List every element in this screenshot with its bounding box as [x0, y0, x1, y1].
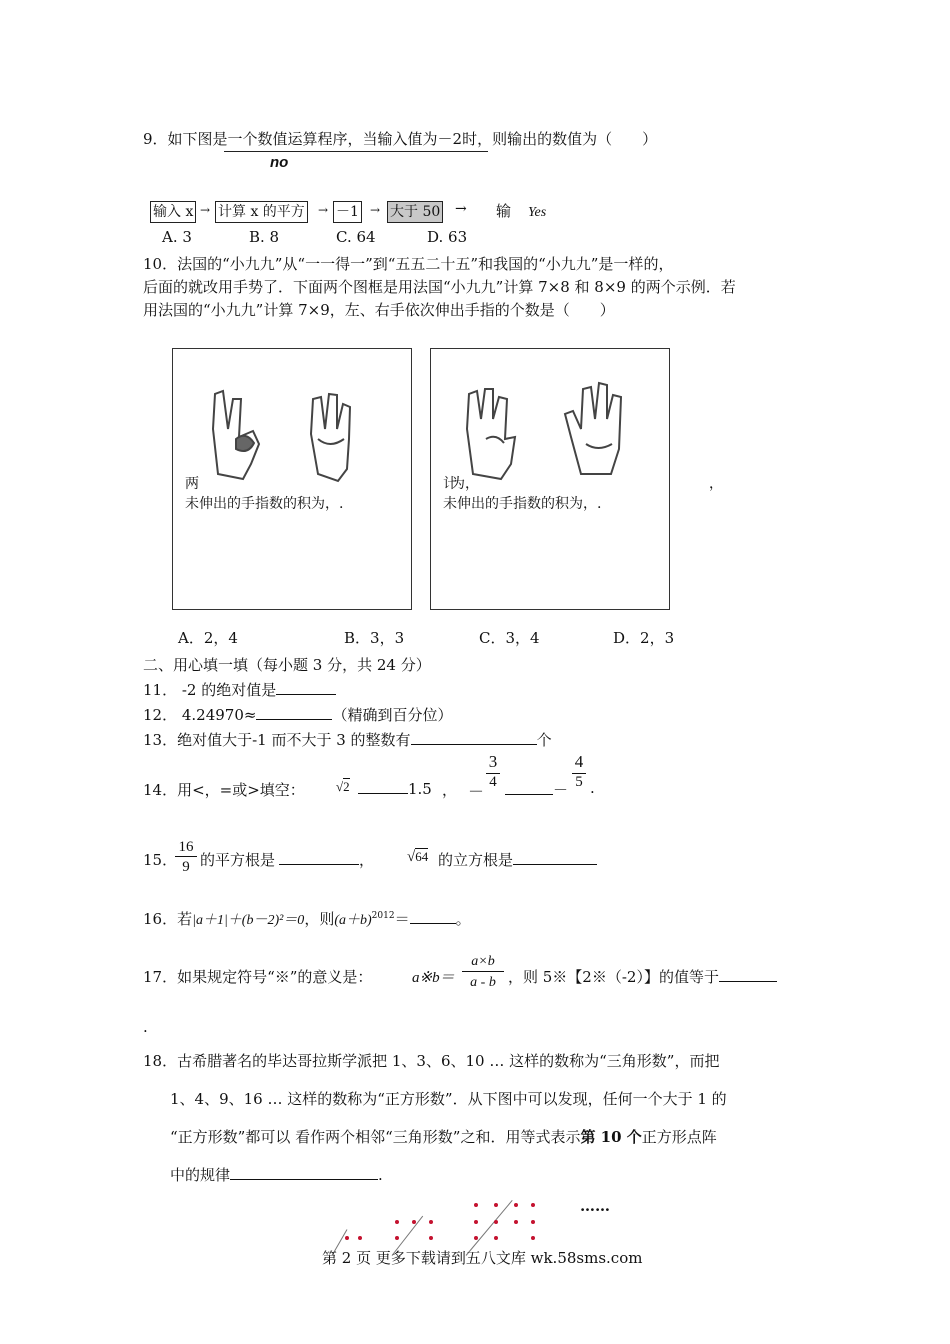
flow-square-box: 计算 x 的平方 [215, 201, 308, 223]
q9-option-c: C. 64 [336, 228, 376, 246]
q14-frac1 [486, 751, 500, 791]
q18-line4-end: . [378, 1166, 383, 1184]
q15-part1 [200, 849, 374, 870]
q10-line2: 后面的就改用手势了．下面两个图框是用法国“小九九”计算 7×8 和 8×9 的两个示例．若 [143, 278, 736, 296]
dot [395, 1220, 399, 1224]
q18-line2: 1、4、9、16 … 这样的数称为“正方形数”．从下图中可以发现，任何一个大于 1 的 [170, 1090, 727, 1108]
frac2-den: 5 [572, 773, 586, 791]
dot [474, 1220, 478, 1224]
q18-blank[interactable] [230, 1165, 378, 1180]
q15-prefix: 15． [143, 851, 178, 869]
q14-comma: ， [442, 781, 458, 799]
q17-frac [462, 953, 504, 994]
q16-text [143, 908, 471, 929]
pattern-ellipsis: …… [580, 1197, 610, 1215]
q10-option-a: A．2，4 [178, 629, 238, 647]
frame-left-text2: 未伸出的手指数的积为，. [185, 496, 344, 512]
q11-stem: 11． -2 的绝对值是 [143, 681, 277, 699]
dot [474, 1203, 478, 1207]
q18-line4 [170, 1164, 383, 1185]
arrow-icon: → [200, 203, 211, 217]
q16-expr2: (a＋b) [334, 913, 372, 928]
flow-input-box: 输入 x [150, 201, 196, 223]
q15-blank1[interactable] [279, 850, 359, 865]
q12-stem: 12． 4.24970≈ [143, 706, 257, 724]
section-heading: 二、用心填一填（每小题 3 分，共 24 分） [143, 656, 431, 674]
dot [395, 1236, 399, 1240]
q13-blank[interactable] [411, 730, 537, 745]
q18-line4-text: 中的规律 [170, 1166, 231, 1184]
q10-line3: 用法国的“小九九”计算 7×9，左、右手依次伸出手指的个数是（ ） [143, 301, 615, 319]
dot [514, 1203, 518, 1207]
q18-line3b: 第 10 个 [580, 1128, 642, 1146]
q14-blank1[interactable] [358, 779, 408, 794]
dot [531, 1236, 535, 1240]
flow-compare-box: 大于 50 [387, 201, 443, 223]
dot [514, 1220, 518, 1224]
yes-label: Yes [528, 205, 547, 220]
q17-den: a - b [462, 971, 504, 994]
q9-option-a: A. 3 [162, 228, 192, 246]
q15-frac [175, 838, 197, 877]
q15-frac-den: 9 [175, 856, 197, 877]
q15-sqrt-value: 64 [415, 849, 429, 864]
q16-prefix: 16．若 [143, 910, 193, 928]
q17-num: a×b [471, 954, 495, 969]
q16-mid: ，则 [304, 910, 335, 928]
q11-blank[interactable] [276, 680, 336, 695]
q9-option-b: B. 8 [249, 228, 280, 246]
output-label: 输 [496, 202, 512, 220]
no-line [224, 151, 488, 152]
q12-text [143, 704, 452, 725]
q16-eq: ＝ [394, 910, 410, 928]
frame-left-text1: 两 为， [185, 476, 479, 492]
q10-option-b: B．3，3 [344, 629, 405, 647]
q14-end: . [590, 779, 595, 797]
frame-right-text1: 计 ， [443, 476, 723, 492]
no-label: no [270, 154, 289, 171]
dot [474, 1236, 478, 1240]
q12-blank[interactable] [256, 705, 332, 720]
q16-power: 2012 [371, 911, 395, 921]
dot [412, 1220, 416, 1224]
arrow-icon: → [370, 203, 381, 217]
dot [494, 1220, 498, 1224]
dot [531, 1203, 535, 1207]
q15-frac-num: 16 [178, 839, 194, 855]
q13-stem: 13．绝对值大于-1 而不大于 3 的整数有 [143, 731, 411, 749]
q14-part2 [505, 779, 568, 800]
frac1-den: 4 [486, 773, 500, 791]
hand-gesture-image [173, 359, 411, 489]
q14-minus2: － [553, 781, 569, 799]
q17-lhs: a※b＝ [412, 970, 455, 986]
q18-line3 [170, 1126, 717, 1147]
q12-tail: （精确到百分位） [332, 706, 453, 724]
q16-expr: |a＋1|＋(b－2)²＝0 [192, 913, 305, 928]
dot [358, 1236, 362, 1240]
dot [429, 1236, 433, 1240]
q15-comma: ， [359, 851, 375, 869]
q14-value: 1.5 [408, 780, 432, 798]
frac1-num: 3 [488, 752, 498, 771]
q11-text [143, 679, 336, 700]
q15-part2 [438, 849, 597, 870]
q15-blank2[interactable] [513, 850, 597, 865]
flow-minus-box: －1 [333, 201, 362, 223]
q17-part [508, 966, 777, 987]
q18-line1: 18．古希腊著名的毕达哥拉斯学派把 1、3、6、10 … 这样的数称为“三角形数”，而把 [143, 1052, 720, 1070]
q18-line3c: 正方形点阵 [641, 1128, 717, 1146]
arrow-icon: → [455, 201, 467, 217]
q14-blank2[interactable] [505, 780, 553, 795]
q10-line1: 10．法国的“小九九”从“一一得一”到“五五二十五”和我国的“小九九”是一样的， [143, 255, 674, 273]
q18-line3a: “正方形数”都可以 看作两个相邻“三角形数”之和．用等式表示 [170, 1128, 581, 1146]
q17-prefix: 17．如果规定符号“※”的意义是： [143, 968, 373, 986]
q14-part1 [358, 779, 432, 798]
q10-option-c: C．3，4 [479, 629, 540, 647]
q14-minus1: － [468, 782, 485, 801]
frac2-num: 4 [574, 752, 584, 771]
hand-gesture-image [431, 359, 669, 489]
dot [345, 1236, 349, 1240]
q16-end: 。 [455, 910, 471, 928]
q17-dot: . [143, 1018, 148, 1036]
q14-frac2 [572, 751, 586, 791]
q15-text2: 的立方根是 [438, 851, 514, 869]
frame-right-text2: 未伸出的手指数的积为，. [443, 496, 602, 512]
arrow-icon: → [318, 203, 329, 217]
q9-option-d: D. 63 [427, 228, 468, 246]
page-footer: 第 2 页 更多下载请到五八文库 wk.58sms.com [322, 1249, 643, 1267]
dot [429, 1220, 433, 1224]
q13-tail: 个 [536, 731, 552, 749]
example-frame-right [430, 348, 723, 610]
example-frame-left [172, 348, 479, 610]
dot [531, 1220, 535, 1224]
q17-blank[interactable] [719, 967, 777, 982]
q14-sqrt-value: 2 [343, 779, 350, 794]
q14-sqrt: √2 [336, 779, 350, 794]
dot [494, 1236, 498, 1240]
q14-stem: 14．用<，=或>填空： [143, 781, 305, 799]
q15-sqrt: √64 [407, 849, 429, 865]
q17-tail: ，则 5※【2※（-2）】的值等于 [508, 968, 719, 986]
q16-blank[interactable] [410, 909, 456, 924]
q15-text1: 的平方根是 [200, 851, 276, 869]
q9-stem: 9．如下图是一个数值运算程序，当输入值为－2时，则输出的数值为（ ） [143, 130, 658, 148]
q13-text [143, 729, 552, 750]
dot [494, 1203, 498, 1207]
q10-option-d: D．2，3 [613, 629, 675, 647]
